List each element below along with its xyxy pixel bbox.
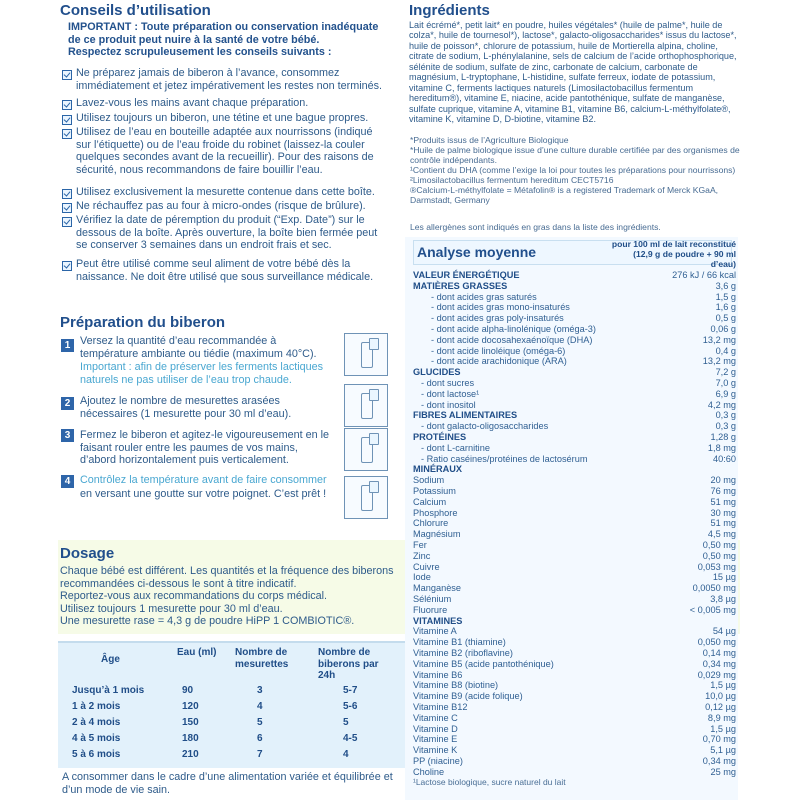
ingredients-text: Lait écrémé*, petit lait* en poudre, huiles végétales* (huile de palme*, huile de colza*, huile de tournesol*), lactose*, galacto-oligosaccharides* issus du lactose*, huile de poisson*, chlorure de potassium, huile de Mortierella alpina, choline, citrate de sodium, L-phénylalanine, sels de calcium de l’acide orthophosphorique, sélénite de sodium, sulfate de zinc, carbonate de calcium, carbonate de magnésium, L-tryptophane, L-histidine, sulfate ferreux, iodate de potassium, vitamine C, ferments lactiques naturels (Limosilactobacillus fermentum hereditum®), vitamine E, niacine, acide pantothénique, sulfate de manganèse, sulfate cuprique, vitamine A, vitamine B1, vitamine B6, calcium-L-méthylfolate®, vitamine K, vitamine D, D-biotine, vitamine B2. (409, 20, 737, 125)
conseil-item-5: Utilisez exclusivement la mesurette contenue dans cette boîte. (76, 186, 375, 198)
nutrition-value: 0,4 g (715, 345, 736, 356)
nutrition-name: FIBRES ALIMENTAIRES (413, 410, 518, 421)
nutrition-value: 15 µg (712, 572, 736, 583)
nutrition-name: Vitamine B1 (thiamine) (413, 637, 506, 648)
table-row-1-eau: 90 (182, 685, 194, 696)
table-header-eau: Eau (ml) (177, 647, 217, 658)
nutrition-value: 0,053 mg (697, 561, 736, 572)
nutrition-name: Vitamine B8 (biotine) (413, 680, 499, 691)
step-2-text: Ajoutez le nombre de mesurettes arasées nécessaires (1 mesurette pour 30 ml d’eau). (80, 395, 292, 420)
nutrition-value: 25 mg (710, 766, 736, 777)
nutrition-value: 276 kJ / 66 kcal (672, 270, 736, 280)
nutrition-name: VITAMINES (413, 615, 463, 626)
table-row-5-age: 5 à 6 mois (72, 749, 121, 760)
nutrition-value: 0,3 g (715, 421, 736, 432)
title-dosage: Dosage (60, 545, 115, 562)
nutrition-value: 0,06 g (710, 324, 736, 334)
nutrition-value: 1,5 µg (710, 680, 736, 691)
dosage-text: Chaque bébé est différent. Les quantités et la fréquence des biberons recommandées ci-dessous le sont à titre indicatif. Reportez-vous aux recommandations du corps médical. Utilisez toujours 1 mesurette pour 30 ml d’eau. Une mesurette rase = 4,3 g de poudre HiPP 1 COMBIOTIC®. (60, 565, 394, 628)
nutrition-name: Manganèse (413, 583, 462, 594)
nutrition-value: 0,34 mg (702, 756, 736, 766)
nutrition-name: PP (niacine) (413, 756, 463, 766)
nutrition-value: 1,6 g (715, 302, 736, 313)
nutrition-name: Vitamine B2 (riboflavine) (413, 648, 513, 658)
nutrition-name: - dont acide docosahexaénoïque (DHA) (431, 334, 593, 345)
nutrition-value: 3,8 µg (710, 594, 736, 604)
table-row-1-age: Jusqu’à 1 mois (72, 685, 145, 696)
nutrition-name: Vitamine B9 (acide folique) (413, 691, 523, 702)
check-icon (62, 261, 72, 271)
check-icon (62, 115, 72, 125)
nutrition-name: - dont sucres (421, 378, 475, 388)
dosage-footer: A consommer dans le cadre d’une alimentation variée et équilibrée et d’un mode de vie sain. (62, 771, 393, 796)
nutrition-name: Magnésium (413, 529, 461, 540)
nutrition-name: Vitamine B6 (413, 669, 463, 680)
nutrition-name: MINÉRAUX (413, 464, 463, 475)
nutrition-value: 54 µg (712, 626, 736, 637)
nutrition-name: Vitamine K (413, 745, 458, 756)
table-row-2-age: 1 à 2 mois (72, 701, 121, 712)
nutrition-value: 0,50 mg (702, 540, 736, 550)
nutrition-value: 1,8 mg (707, 442, 736, 453)
step-4-text: en versant une goutte sur votre poignet. C’est prêt ! (80, 488, 327, 500)
nutrition-name: Vitamine A (413, 626, 457, 637)
nutrition-value: 51 mg (710, 496, 736, 507)
nutrition-name: - dont lactose¹ (421, 388, 480, 399)
check-icon (62, 203, 72, 213)
nutrition-value: 1,5 g (715, 291, 736, 302)
nutrition-value: 13,2 mg (702, 334, 736, 345)
conseil-item-8: Peut être utilisé comme seul aliment de votre bébé dès la naissance. Ne doit être utilisé que sous surveillance médicale. (76, 258, 374, 283)
nutrition-name: Vitamine B5 (acide pantothénique) (413, 658, 554, 669)
nutrition-value: 4,2 mg (707, 399, 736, 410)
nutrition-value: 1,5 µg (710, 723, 736, 734)
analysis-basis: pour 100 ml de lait reconstitué (12,9 g de poudre + 90 ml d’eau) (611, 239, 736, 269)
nutrition-value: 5,1 µg (710, 745, 736, 756)
table-row-3-bib: 5 (343, 717, 349, 728)
table-row-5-eau: 210 (182, 749, 199, 760)
table-row-4-eau: 180 (182, 733, 199, 744)
nutrition-name: - dont acide linoléique (oméga-6) (431, 345, 566, 356)
nutrition-name: - dont acide arachidonique (ARA) (431, 356, 567, 367)
nutrition-name: Chlorure (413, 518, 449, 529)
nutrition-name: MATIÈRES GRASSES (413, 280, 508, 291)
nutrition-name: - Ratio caséines/protéines de lactosérum (421, 453, 588, 464)
illustration-step-2 (344, 384, 388, 427)
nutrition-name: - dont acide alpha-linolénique (oméga-3) (431, 324, 596, 334)
step-4-highlight: Contrôlez la température avant de faire consommer (80, 474, 327, 486)
nutrition-value: 30 mg (710, 507, 736, 518)
step-3-text: Fermez le biberon et agitez-le vigoureusement en le faisant rouler entre les paumes de vos mains, d’abord horizontalement puis verticalement. (80, 429, 330, 467)
conseil-item-2: Lavez-vous les mains avant chaque préparation. (76, 97, 309, 109)
nutrition-value: 0,0050 mg (692, 583, 736, 594)
table-row-3-eau: 150 (182, 717, 199, 728)
table-header-mesurettes: Nombre de mesurettes (235, 647, 289, 670)
nutrition-name: Cuivre (413, 561, 440, 572)
step-number-3: 3 (61, 429, 74, 442)
nutrition-name: Sodium (413, 475, 445, 486)
check-icon (62, 129, 72, 139)
check-icon (62, 189, 72, 199)
nutrition-value: 0,34 mg (702, 658, 736, 669)
table-row-2-bib: 5-6 (343, 701, 358, 712)
table-row-3-mes: 5 (257, 717, 263, 728)
nutrition-name: Phosphore (413, 507, 458, 518)
nutrition-value: 8,9 mg (707, 712, 736, 723)
nutrition-name: ¹Lactose biologique, sucre naturel du lait (413, 776, 566, 787)
nutrition-name: Vitamine B12 (413, 702, 468, 712)
right-column (405, 0, 742, 800)
table-row-2-eau: 120 (182, 701, 199, 712)
title-preparation: Préparation du biberon (60, 314, 226, 331)
nutrition-value: 0,50 mg (702, 550, 736, 561)
nutrition-row (413, 778, 736, 790)
nutrition-name: GLUCIDES (413, 367, 461, 378)
table-row-4-bib: 4-5 (343, 733, 358, 744)
allergen-note: Les allergènes sont indiqués en gras dans la liste des ingrédients. (410, 222, 661, 232)
nutrition-value: 0,70 mg (702, 734, 736, 745)
nutrition-value: 13,2 mg (702, 356, 736, 367)
nutrition-name: Choline (413, 766, 445, 777)
important-warning: IMPORTANT : Toute préparation ou conservation inadéquate de ce produit peut nuire à la santé de votre bébé. Respectez scrupuleusement les conseils suivants : (68, 21, 379, 59)
nutrition-value: 7,0 g (715, 378, 736, 388)
nutrition-value: 0,12 µg (705, 702, 736, 712)
conseil-item-3: Utilisez toujours un biberon, une tétine et une bague propres. (76, 112, 369, 124)
nutrition-value: < 0,005 mg (689, 604, 736, 615)
table-row-4-age: 4 à 5 mois (72, 733, 121, 744)
table-header-age: Âge (101, 654, 120, 665)
conseil-item-6: Ne réchauffez pas au four à micro-ondes (risque de brûlure). (76, 200, 366, 212)
illustration-step-1 (344, 333, 388, 376)
check-icon (62, 70, 72, 80)
conseil-item-7: Vérifiez la date de péremption du produit (“Exp. Date”) sur le dessous de la boîte. Après ouverture, la boîte bien fermée peut se conserver 3 semaines dans un endroit frais et sec. (76, 214, 378, 252)
nutrition-name: - dont acides gras saturés (431, 291, 537, 302)
nutrition-value: 40:60 (713, 453, 736, 464)
nutrition-value: 3,6 g (715, 280, 736, 291)
nutrition-name: Sélénium (413, 594, 452, 604)
nutrition-value: 20 mg (710, 475, 736, 486)
table-row-2-mes: 4 (257, 701, 263, 712)
check-icon (62, 100, 72, 110)
table-row-1-mes: 3 (257, 685, 263, 696)
nutrition-name: PROTÉINES (413, 432, 467, 442)
step-1-text: Versez la quantité d’eau recommandée à température ambiante ou tiédie (maximum 40°C). (80, 335, 317, 360)
nutrition-value: 51 mg (710, 518, 736, 529)
nutrition-value: 0,14 mg (702, 648, 736, 658)
step-1-important: Important : afin de préserver les ferments lactiques naturels ne pas utiliser de l’eau trop chaude. (80, 361, 324, 386)
nutrition-value: 0,3 g (715, 410, 736, 421)
check-icon (62, 217, 72, 227)
illustration-step-4 (344, 476, 388, 519)
illustration-step-3 (344, 428, 388, 471)
nutrition-name: Fer (413, 540, 427, 550)
conseil-item-4: Utilisez de l’eau en bouteille adaptée aux nourrissons (indiqué sur l’étiquette) ou de l’eau froide du robinet (laissez-la couler quelques secondes avant de la recueillir). Pour des raisons de sécurité, nous recommandons de faire bouillir l’eau. (76, 126, 374, 176)
nutrition-value: 0,5 g (715, 313, 736, 324)
nutrition-name: Iode (413, 572, 431, 583)
nutrition-value: 0,050 mg (697, 637, 736, 648)
ingredients-footnotes: *Produits issus de l’Agriculture Biologique *Huile de palme biologique issue d’une culture durable certifiée par des organismes de contrôle indépendants. ¹Contient du DHA (comme l’exige la loi pour toutes les préparations pour nourrissons) ²Limosilactobacillus fermentum hereditum CECT5716 ®Calcium-L-méthylfolate = Métafolin® is a registered Trademark of Merck KGaA, Darmstadt, Germany (410, 135, 740, 205)
nutrition-name: - dont acides gras poly-insaturés (431, 313, 564, 324)
nutrition-name: VALEUR ÉNERGÉTIQUE (413, 270, 520, 280)
nutrition-name: Zinc (413, 550, 431, 561)
nutrition-name: Calcium (413, 496, 447, 507)
nutrition-name: Vitamine C (413, 712, 458, 723)
table-header-biberons: Nombre de biberons par 24h (318, 647, 379, 682)
nutrition-name: Potassium (413, 486, 456, 496)
table-row-1-bib: 5-7 (343, 685, 358, 696)
nutrition-value: 1,28 g (710, 432, 736, 442)
table-row-5-mes: 7 (257, 749, 263, 760)
step-number-1: 1 (61, 339, 74, 352)
nutrition-value: 10,0 µg (705, 691, 736, 702)
step-number-4: 4 (61, 475, 74, 488)
nutrition-value: 4,5 mg (707, 529, 736, 540)
nutrition-name: Fluorure (413, 604, 448, 615)
nutrition-name: - dont L-carnitine (421, 442, 490, 453)
nutrition-value: 0,029 mg (697, 669, 736, 680)
title-ingredients: Ingrédients (409, 2, 490, 19)
table-row-5-bib: 4 (343, 749, 349, 760)
step-number-2: 2 (61, 397, 74, 410)
nutrition-name: - dont galacto-oligosaccharides (421, 421, 549, 432)
nutrition-value: 76 mg (710, 486, 736, 496)
nutrition-value: 7,2 g (715, 367, 736, 378)
nutrition-name: - dont acides gras mono-insaturés (431, 302, 570, 313)
title-analysis: Analyse moyenne (417, 244, 537, 260)
nutrition-name: Vitamine E (413, 734, 458, 745)
title-conseils: Conseils d’utilisation (60, 2, 211, 19)
table-row-3-age: 2 à 4 mois (72, 717, 121, 728)
nutrition-value: 6,9 g (715, 388, 736, 399)
conseil-item-1: Ne préparez jamais de biberon à l’avance, consommez immédiatement et jetez impérativement les restes non terminés. (76, 67, 383, 92)
table-row-4-mes: 6 (257, 733, 263, 744)
nutrition-name: Vitamine D (413, 723, 458, 734)
nutrition-name: - dont inositol (421, 399, 476, 410)
